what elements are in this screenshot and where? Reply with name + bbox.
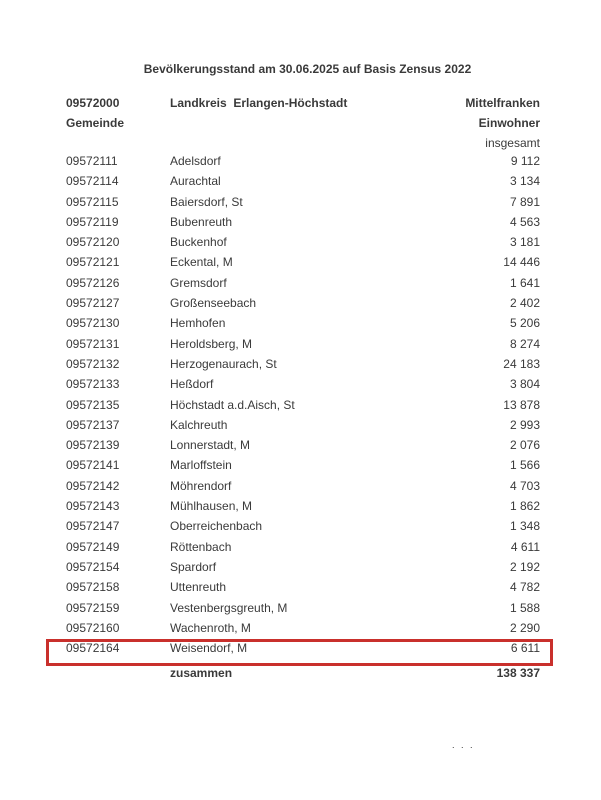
gemeinde-name: Heßdorf <box>170 377 214 392</box>
gemeinde-code: 09572164 <box>66 641 120 656</box>
einwohner-value: 3 134 <box>509 174 540 189</box>
gemeinde-code: 09572133 <box>66 377 120 392</box>
gemeinde-name: Oberreichenbach <box>170 519 263 534</box>
table-row <box>0 638 601 658</box>
page-continuation-dots: . . . <box>452 740 475 750</box>
gemeinde-name: Höchstadt a.d.Aisch, St <box>170 397 295 412</box>
table-row <box>0 192 601 212</box>
table-row <box>0 496 601 516</box>
region-name: Mittelfranken <box>465 96 540 110</box>
gemeinde-code: 09572141 <box>66 458 120 473</box>
document-title: Bevölkerungsstand am 30.06.2025 auf Basis Zensus 2022 <box>143 62 472 76</box>
column-header-einwohner: Einwohner <box>478 116 540 130</box>
gemeinde-code: 09572121 <box>66 255 120 270</box>
gemeinde-name: Lonnerstadt, M <box>170 438 251 453</box>
einwohner-value: 4 611 <box>510 539 540 554</box>
gemeinde-name: Großenseebach <box>170 296 257 311</box>
district-name: Landkreis Erlangen-Höchstadt <box>170 96 348 110</box>
table-row <box>0 313 601 333</box>
einwohner-value: 2 993 <box>509 417 540 432</box>
gemeinde-code: 09572158 <box>66 580 120 595</box>
table-row <box>0 557 601 577</box>
gemeinde-code: 09572115 <box>66 194 119 209</box>
table-row <box>0 232 601 252</box>
gemeinde-code: 09572154 <box>66 559 120 574</box>
gemeinde-name: Aurachtal <box>170 174 221 189</box>
total-value: 138 337 <box>496 666 540 680</box>
gemeinde-name: Eckental, M <box>170 255 233 270</box>
einwohner-value: 3 181 <box>509 235 540 250</box>
table-row <box>0 395 601 415</box>
einwohner-value: 2 402 <box>509 296 540 311</box>
gemeinde-code: 09572127 <box>66 296 120 311</box>
einwohner-value: 2 076 <box>509 438 540 453</box>
gemeinde-code: 09572131 <box>66 336 120 351</box>
gemeinde-name: Mühlhausen, M <box>170 499 253 514</box>
gemeinde-name: Hemhofen <box>170 316 226 331</box>
gemeinde-code: 09572135 <box>66 397 120 412</box>
table-row <box>0 618 601 638</box>
gemeinde-name: Möhrendorf <box>170 478 232 493</box>
total-label: zusammen <box>170 666 233 680</box>
gemeinde-name: Bubenreuth <box>170 214 233 229</box>
gemeinde-name: Spardorf <box>170 559 217 574</box>
gemeinde-code: 09572119 <box>66 214 119 229</box>
gemeinde-name: Weisendorf, M <box>170 641 248 656</box>
gemeinde-code: 09572130 <box>66 316 120 331</box>
table-row <box>0 415 601 435</box>
gemeinde-code: 09572114 <box>66 174 119 189</box>
einwohner-value: 7 891 <box>509 194 540 209</box>
gemeinde-name: Buckenhof <box>170 235 227 250</box>
gemeinde-name: Adelsdorf <box>170 154 221 168</box>
gemeinde-code: 09572149 <box>66 539 120 554</box>
einwohner-value: 1 588 <box>509 600 540 615</box>
table-row <box>0 577 601 597</box>
table-row <box>0 212 601 232</box>
gemeinde-code: 09572142 <box>66 478 120 493</box>
table-row <box>0 354 601 374</box>
table-row <box>0 455 601 475</box>
einwohner-value: 13 878 <box>503 397 540 412</box>
gemeinde-code: 09572159 <box>66 600 120 615</box>
table-row <box>0 273 601 293</box>
einwohner-value: 14 446 <box>503 255 540 270</box>
einwohner-value: 4 703 <box>509 478 540 493</box>
column-header-gemeinde: Gemeinde <box>66 116 125 130</box>
gemeinde-code: 09572111 <box>66 154 118 168</box>
gemeinde-name: Wachenroth, M <box>170 620 251 635</box>
einwohner-value: 9 112 <box>510 154 540 168</box>
table-row <box>0 537 601 557</box>
table-row <box>0 171 601 191</box>
gemeinde-code: 09572132 <box>66 356 120 371</box>
einwohner-value: 4 782 <box>509 580 540 595</box>
gemeinde-code: 09572120 <box>66 235 120 250</box>
gemeinde-name: Baiersdorf, St <box>170 194 243 209</box>
einwohner-value: 5 206 <box>509 316 540 331</box>
gemeinde-code: 09572126 <box>66 275 120 290</box>
gemeinde-code: 09572160 <box>66 620 120 635</box>
gemeinde-name: Kalchreuth <box>170 417 228 432</box>
einwohner-value: 1 348 <box>509 519 540 534</box>
gemeinde-name: Gremsdorf <box>170 275 227 290</box>
municipality-table <box>0 151 601 658</box>
einwohner-value: 24 183 <box>503 356 540 371</box>
table-row <box>0 598 601 618</box>
gemeinde-code: 09572147 <box>66 519 120 534</box>
table-row <box>0 252 601 272</box>
gemeinde-name: Vestenbergsgreuth, M <box>170 600 288 615</box>
einwohner-value: 8 274 <box>509 336 540 351</box>
gemeinde-name: Marloffstein <box>170 458 232 473</box>
gemeinde-name: Heroldsberg, M <box>170 336 253 351</box>
table-row <box>0 374 601 394</box>
einwohner-value: 1 862 <box>509 499 540 514</box>
table-row <box>0 516 601 536</box>
gemeinde-name: Röttenbach <box>170 539 232 554</box>
einwohner-value: 3 804 <box>509 377 540 392</box>
einwohner-value: 1 566 <box>509 458 540 473</box>
einwohner-value: 4 563 <box>509 214 540 229</box>
column-subheader-insgesamt: insgesamt <box>485 136 540 150</box>
district-code: 09572000 <box>66 96 120 110</box>
table-row <box>0 334 601 354</box>
einwohner-value: 1 641 <box>509 275 540 290</box>
einwohner-value: 2 192 <box>509 559 540 574</box>
gemeinde-name: Herzogenaurach, St <box>170 356 277 371</box>
table-row <box>0 435 601 455</box>
table-row <box>0 293 601 313</box>
gemeinde-code: 09572137 <box>66 417 120 432</box>
gemeinde-name: Uttenreuth <box>170 580 227 595</box>
gemeinde-code: 09572139 <box>66 438 120 453</box>
table-row <box>0 476 601 496</box>
einwohner-value: 6 611 <box>510 641 540 656</box>
gemeinde-code: 09572143 <box>66 499 120 514</box>
einwohner-value: 2 290 <box>509 620 540 635</box>
table-row <box>0 151 601 171</box>
